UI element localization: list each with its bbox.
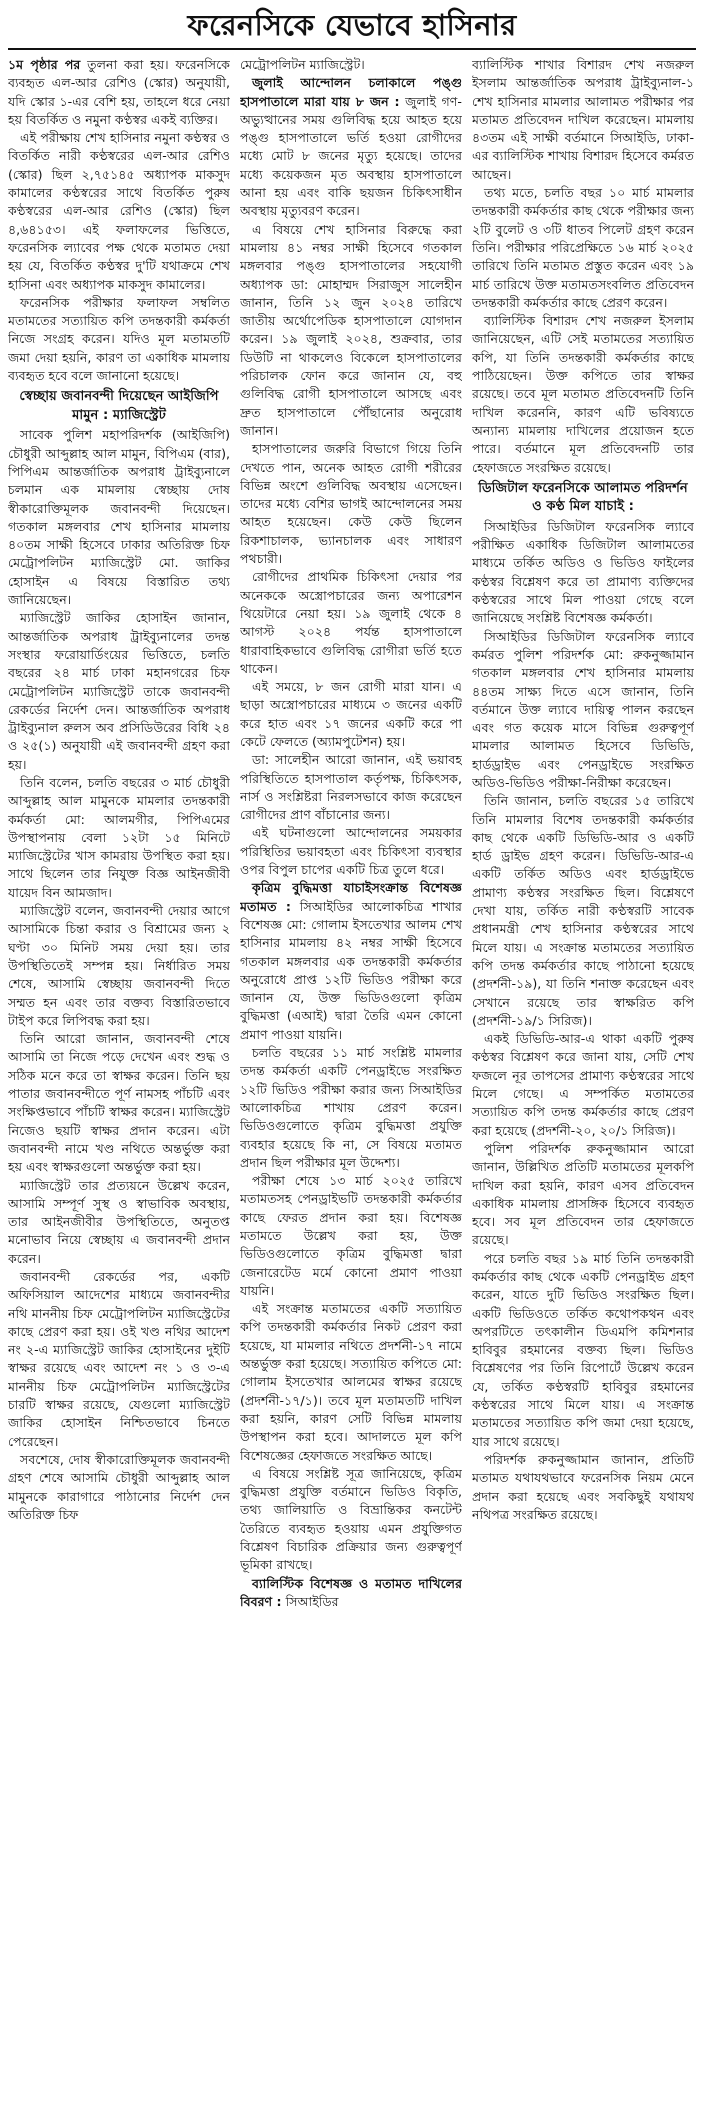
paragraph: পরে চলতি বছর ১৯ মার্চ তিনি তদন্তকারী কর্মকর্তার কাছ থেকে একটি পেনড্রাইভ গ্রহণ করেন, যাতে দুটি ভিডিও সংরক্ষিত ছিল। একটি ভিডিওতে তর্কিত কথোপকথন এবং অপরটিতে তৎকালীন ডিএমপি কমিশনার হাবিবুর রহমানের বক্তব্য ছিল। ভিডিও বিশ্লেষণের পর তিনি রিপোর্টে উল্লেখ করেন যে, তর্কিত কণ্ঠস্বরটি হাবিবুর রহমানের কণ্ঠস্বরের সাথে মিলে যায়। এ সংক্রান্ত মতামতের সত্যায়িত কপি জমা দেয়া হয়েছে, যার সাথে রয়েছে। [472, 1250, 694, 1449]
paragraph: হাসপাতালের জরুরি বিভাগে গিয়ে তিনি দেখতে পান, অনেক আহত রোগী শরীরের বিভিন্ন অংশে গুলিবিদ্ধ অবস্থায় এসেছেন। তাদের মধ্যে বেশির ভাগই আন্দোলনের সময় আহত হয়েছেন। কেউ কেউ ছিলেন রিকশাচালক, ভ্যানচালক এবং সাধারণ পথচারী। [240, 441, 462, 567]
paragraph-text: তুলনা করা হয়। ফরেনসিকে ব্যবহৃত এল-আর রেশিও (স্কোর) অনুযায়ী, যদি স্কোর ১-এর বেশি হয়, তাহলে ধরে নেয়া হয় বিতর্কিত ও নমুনা কণ্ঠস্বর একই ব্যক্তির। [8, 57, 230, 127]
paragraph: সিআইডির ডিজিটাল ফরেনসিক ল্যাবে কর্মরত পুলিশ পরিদর্শক মো: রুকনুজ্জামান গতকাল মঙ্গলবার শেখ হাসিনার মামলায় ৪৪তম সাক্ষ্য দিতে এসে জানান, তিনি বর্তমানে উক্ত ল্যাবে দায়িত্ব পালন করছেন এবং গত কয়েক মাসে বিভিন্ন গুরুত্বপূর্ণ মামলার আলামত হিসেবে ডিভিডি, হার্ডড্রাইভ এবং পেনড্রাইভে সংরক্ষিত অডিও-ভিডিও পরীক্ষা-নিরীক্ষা করেছেন। [472, 628, 694, 790]
paragraph: এ বিষয়ে শেখ হাসিনার বিরুদ্ধে করা মামলায় ৪১ নম্বর সাক্ষী হিসেবে গতকাল মঙ্গলবার পঙ্গু হাসপাতালের সহযোগী অধ্যাপক ডা: মোহাম্মদ সিরাজুস সালেহীন জানান, তিনি ১২ জুন ২০২৪ তারিখে জাতীয় অর্থোপেডিক হাসপাতালে যোগদান করেন। ১৯ জুলাই ২০২৪, শুক্রবার, তার ডিউটি না থাকলেও বিকেলে হাসপাতালের পরিচালক ফোন করে জানান যে, বহু গুলিবিদ্ধ রোগী হাসপাতালে আসছে এবং দ্রুত হাসপাতালে পৌঁছানোর অনুরোধ জানান। [240, 221, 462, 438]
paragraph: রোগীদের প্রাথমিক চিকিৎসা দেয়ার পর অনেককে অস্ত্রোপচারের জন্য অপারেশন থিয়েটারে নেয়া হয়। ১৯ জুলাই থেকে ৪ আগস্ট ২০২৪ পর্যন্ত হাসপাতালে ধারাবাহিকভাবে গুলিবিদ্ধ রোগীরা ভর্তি হতে থাকেন। [240, 569, 462, 676]
paragraph: তিনি আরো জানান, জবানবন্দী শেষে আসামি তা নিজে পড়ে দেখেন এবং শুদ্ধ ও সঠিক মনে করে তা স্বাক্ষর করেন। তিনি ছয় পাতার জবানবন্দীতে পূর্ণ নামসহ পাঁচটি এবং সংক্ষিপ্তভাবে পাঁচটি স্বাক্ষর করেন। ম্যাজিস্ট্রেট নিজেও ছয়টি স্বাক্ষর প্রদান করেন। এটা জবানবন্দী নামে খণ্ড নথিতে অন্তর্ভুক্ত করা হয় এবং স্বাক্ষরগুলো অন্তর্ভুক্ত করা হয়। [8, 1031, 230, 1175]
paragraph: ব্যালিস্টিক শাখার বিশারদ শেখ নজরুল ইসলাম আন্তর্জাতিক অপরাধ ট্রাইব্যুনাল-১ শেখ হাসিনার মামলার আলামত পরীক্ষার পর মতামত প্রতিবেদন দাখিল করেছেন। মামলায় ৪৩তম এই সাক্ষী বর্তমানে সিআইডি, ঢাকা-এর ব্যালিস্টিক শাখায় বিশারদ হিসেবে কর্মরত আছেন। [472, 57, 694, 182]
paragraph: জবানবন্দী রেকর্ডের পর, একটি অফিসিয়াল আদেশের মাধ্যমে জবানবন্দীর নথি মাননীয় চিফ মেট্রোপলিটন ম্যাজিস্ট্রেটের কাছে প্রেরণ করা হয়। ওই খণ্ড নথির আদেশ নং ২-এ ম্যাজিস্ট্রেট জাকির হোসাইনের দুইটি স্বাক্ষর রয়েছে এবং আদেশ নং ১ ও ৩-এ মাননীয় চিফ মেট্রোপলিটন ম্যাজিস্ট্রেটের চারটি স্বাক্ষর রয়েছে, যেগুলো ম্যাজিস্ট্রেট জাকির হোসাইন নিশ্চিতভাবে চিনতে পেরেছেন। [8, 1269, 230, 1449]
paragraph: তিনি বলেন, চলতি বছরের ৩ মার্চ চৌধুরী আব্দুল্লাহ আল মামুনকে মামলার তদন্তকারী কর্মকর্তা মো: আলমগীর, পিপিএমের উপস্থাপনায় বেলা ১২টা ১৫ মিনিটে ম্যাজিস্ট্রেটের খাস কামরায় উপস্থিত করা হয়। সাথে ছিলেন তার নিযুক্ত বিজ্ঞ আইনজীবী যায়েদ বিন আমজাদ। [8, 774, 230, 900]
run-in-heading: জুলাই আন্দোলন চলাকালে পঙ্গু হাসপাতালে মারা যায় ৮ জন : [240, 75, 462, 109]
paragraph: সিআইডির ডিজিটাল ফরেনসিক ল্যাবে পরীক্ষিত একাধিক ডিজিটাল আলামতের মাধ্যমে তর্কিত অডিও ও ভিডিও ফাইলের কণ্ঠস্বর বিশ্লেষণ করে তা প্রামাণ্য ব্যক্তিদের কণ্ঠস্বরের সাথে মিল পাওয়া গেছে বলে জানিয়েছে সংশ্লিষ্ট বিশেষজ্ঞ কর্মকর্তা। [472, 518, 694, 626]
paragraph: ব্যালিস্টিক বিশারদ শেখ নজরুল ইসলাম জানিয়েছেন, এটি সেই মতামতের সত্যায়িত কপি, যা তিনি তদন্তকারী কর্মকর্তার কাছে পাঠিয়েছেন। উক্ত কপিতে তার স্বাক্ষর রয়েছে। তবে মূল মতামত প্রতিবেদনটি তিনি দাখিল করেননি, কারণ এটি ভবিষ্যতে অন্যান্য মামলায় দাখিলের প্রয়োজন হতে পারে। বর্তমানে মূল প্রতিবেদনটি তার হেফাজতে সংরক্ষিত রয়েছে। [472, 313, 694, 475]
paragraph: পরিদর্শক রুকনুজ্জামান জানান, প্রতিটি মতামত যথাযথভাবে ফরেনসিক নিয়ম মেনে প্রদান করা হয়েছে এবং সবকিছুই যথাযথ নথিপত্র সংরক্ষিত রয়েছে। [472, 1451, 694, 1522]
paragraph: সবশেষে, দোষ স্বীকারোক্তিমূলক জবানবন্দী গ্রহণ শেষে আসামি চৌধুরী আব্দুল্লাহ আল মামুনকে কারাগারে পাঠানোর নির্দেশ দেন অতিরিক্ত চিফ [8, 1451, 230, 1522]
article-columns [8, 56, 696, 1611]
paragraph: ম্যাজিস্ট্রেট বলেন, জবানবন্দী দেয়ার আগে আসামিকে চিন্তা করার ও বিশ্রামের জন্য ২ ঘণ্টা ৩০ মিনিট সময় দেয়া হয়। তার উপস্থিতিতেই সম্পন্ন হয়। নির্ধারিত সময় শেষে, আসামি স্বেচ্ছায় জবানবন্দী দিতে সম্মত হন এবং তার বক্তব্য বিস্তারিতভাবে টাইপ করে লিপিবদ্ধ করা হয়। [8, 903, 230, 1028]
paragraph: ডা: সালেহীন আরো জানান, এই ভয়াবহ পরিস্থিতিতে হাসপাতাল কর্তৃপক্ষ, চিকিৎসক, নার্স ও সংশ্লিষ্টরা নিরলসভাবে কাজ করেছেন রোগীদের প্রাণ বাঁচানোর জন্য। [240, 752, 462, 823]
column-2 [240, 56, 462, 1611]
paragraph: একই ডিভিডি-আর-এ থাকা একটি পুরুষ কণ্ঠস্বর বিশ্লেষণ করে জানা যায়, সেটি শেখ ফজলে নূর তাপসের প্রামাণ্য কণ্ঠস্বরের সাথে মিলে গেছে। এ সম্পর্কিত মতামতের সত্যায়িত কপি তদন্ত কর্মকর্তার কাছে প্রেরণ করা হয়েছে (প্রদর্শনী-২০, ২০/১ সিরিজ)। [472, 1031, 694, 1138]
subheading: ডিজিটাল ফরেনসিকে আলামত পরিদর্শন ও কণ্ঠ মিল যাচাই : [478, 480, 688, 515]
paragraph [8, 56, 230, 129]
paragraph: এই সংক্রান্ত মতামতের একটি সত্যায়িত কপি তদন্তকারী কর্মকর্তার নিকট প্রেরণ করা হয়েছে, যা মামলার নথিতে প্রদর্শনী-১৭ নামে অন্তর্ভুক্ত করা হয়েছে। সত্যায়িত কপিতে মো: গোলাম ইসতেখার আলমের স্বাক্ষর রয়েছে (প্রদর্শনী-১৭/১)। তবে মূল মতামতটি দাখিল করা হয়নি, কারণ সেটি বিভিন্ন মামলায় উপস্থাপন করা হবে। আদালতে মূল কপি বিশেষজ্ঞের হেফাজতে সংরক্ষিত আছে। [240, 1301, 462, 1463]
paragraph [240, 879, 462, 1044]
paragraph: চলতি বছরের ১১ মার্চ সংশ্লিষ্ট মামলার তদন্ত কর্মকর্তা একটি পেনড্রাইভে সংরক্ষিত ১২টি ভিডিও পরীক্ষা করার জন্য সিআইডির আলোকচিত্র শাখায় প্রেরণ করেন। ভিডিওগুলোতে কৃত্রিম বুদ্ধিমত্তা প্রযুক্তি ব্যবহার হয়েছে কি না, সে বিষয়ে মতামত প্রদান ছিল পরীক্ষার মূল উদ্দেশ্য। [240, 1045, 462, 1170]
paragraph-text: সিআইডির আলোকচিত্র শাখার বিশেষজ্ঞ মো: গোলাম ইসতেখার আলম শেখ হাসিনার মামলায় ৪২ নম্বর সাক্ষী হিসেবে গতকাল মঙ্গলবার এক তদন্তকারী কর্মকর্তার অনুরোধে প্রাপ্ত ১২টি ভিডিও পরীক্ষা করে জানান যে, উক্ত ভিডিওগুলো কৃত্রিম বুদ্ধিমত্তা (এআই) দ্বারা তৈরি এমন কোনো প্রমাণ পাওয়া যায়নি। [240, 898, 462, 1042]
paragraph: পরীক্ষা শেষে ১৩ মার্চ ২০২৫ তারিখে মতামতসহ পেনড্রাইভটি তদন্তকারী কর্মকর্তার কাছে ফেরত প্রদান করা হয়। বিশেষজ্ঞ মতামতে উল্লেখ করা হয়, উক্ত ভিডিওগুলোতে কৃত্রিম বুদ্ধিমত্তা দ্বারা জেনারেটেড মর্মে কোনো প্রমাণ পাওয়া যায়নি। [240, 1173, 462, 1298]
paragraph: এই ঘটনাগুলো আন্দোলনের সময়কার পরিস্থিতির ভয়াবহতা এবং চিকিৎসা ব্যবস্থার ওপর বিপুল চাপের একটি চিত্র তুলে ধরে। [240, 825, 462, 878]
column-3 [472, 56, 694, 1524]
headline: ফরেনসিকে যেভাবে হাসিনার [187, 8, 517, 42]
paragraph-text: সিআইডির [285, 1593, 339, 1609]
run-in-heading: কৃত্রিম বুদ্ধিমত্তা যাচাইসংক্রান্ত বিশেষজ্ঞ মতামত : [240, 880, 462, 914]
paragraph: এই সময়ে, ৮ জন রোগী মারা যান। এ ছাড়া অস্ত্রোপচারের মাধ্যমে ৩ জনের একটি করে হাত এবং ১৭ জনের একটি করে পা কেটে ফেলতে (অ্যামপুটেশন) হয়। [240, 679, 462, 749]
paragraph: ম্যাজিস্ট্রেট জাকির হোসাইন জানান, আন্তর্জাতিক অপরাধ ট্রাইব্যুনালের তদন্ত সংস্থার ফরোয়ার্ডিংয়ের ভিত্তিতে, চলতি বছরের ২৪ মার্চ ঢাকা মহানগরের চিফ মেট্রোপলিটন ম্যাজিস্ট্রেট তাকে জবানবন্দী রেকর্ডের নির্দেশ দেন। আন্তর্জাতিক অপরাধ ট্রাইব্যুনাল রুলস অব প্রসিডিউরের বিধি ২৪ ও ২৫(১) অনুযায়ী এই জবানবন্দী গ্রহণ করা হয়। [8, 610, 230, 772]
paragraph: তথ্য মতে, চলতি বছর ১০ মার্চ মামলার তদন্তকারী কর্মকর্তার কাছ থেকে পরীক্ষার জন্য ২টি বুলেট ও ৩টি ধাতব পিলেট গ্রহণ করেন তিনি। পরীক্ষার পরিপ্রেক্ষিতে ১৬ মার্চ ২০২৫ তারিখে তিনি মতামত প্রস্তুত করেন এবং ১৯ মার্চ তারিখে উক্ত মতামতসংবলিত প্রতিবেদন তদন্তকারী কর্মকর্তার কাছে প্রেরণ করেন। [472, 185, 694, 310]
headline-rule [8, 48, 696, 50]
subheading: স্বেচ্ছায় জবানবন্দী দিয়েছেন আইজিপি মামুন : ম্যাজিস্ট্রেট [19, 389, 219, 423]
run-in-heading: ব্যালিস্টিক বিশেষজ্ঞ ও মতামত দাখিলের বিবরণ : [240, 1575, 462, 1609]
paragraph: এ বিষয়ে সংশ্লিষ্ট সূত্র জানিয়েছে, কৃত্রিম বুদ্ধিমত্তা প্রযুক্তি বর্তমানে ভিডিও বিকৃতি, তথ্য জালিয়াতি ও বিভ্রান্তিকর কনটেন্ট তৈরিতে ব্যবহৃত হওয়ায় এমন প্রযুক্তিগত বিশ্লেষণ বিচারিক প্রক্রিয়ার জন্য গুরুত্বপূর্ণ ভূমিকা রাখছে। [240, 1465, 462, 1573]
paragraph [240, 1575, 462, 1612]
paragraph: ম্যাজিস্ট্রেট তার প্রত্যয়নে উল্লেখ করেন, আসামি সম্পূর্ণ সুস্থ ও স্বাভাবিক অবস্থায়, তার আইনজীবীর উপস্থিতিতে, অনুতপ্ত মনোভাব নিয়ে স্বেচ্ছায় এ জবানবন্দী প্রদান করেন। [8, 1177, 230, 1266]
paragraph: সাবেক পুলিশ মহাপরিদর্শক (আইজিপি) চৌধুরী আব্দুল্লাহ আল মামুন, বিপিএম (বার), পিপিএম আন্তর্জাতিক অপরাধ ট্রাইব্যুনালে চলমান এক মামলায় স্বেচ্ছায় দোষ স্বীকারোক্তিমূলক জবানবন্দী দিয়েছেন। গতকাল মঙ্গলবার শেখ হাসিনার মামলায় ৪০তম সাক্ষী হিসেবে ঢাকার অতিরিক্ত চিফ মেট্রোপলিটন ম্যাজিস্ট্রেট মো. জাকির হোসাইন এ বিষয়ে বিস্তারিত তথ্য জানিয়েছেন। [8, 427, 230, 608]
paragraph: তিনি জানান, চলতি বছরের ১৫ তারিখে তিনি মামলার বিশেষ তদন্তকারী কর্মকর্তার কাছ থেকে একটি ডিভিডি-আর ও একটি হার্ড ড্রাইভ গ্রহণ করেন। ডিভিডি-আর-এ একটি তর্কিত অডিও এবং হার্ডড্রাইভে প্রামাণ্য কণ্ঠস্বর সংরক্ষিত ছিল। বিশ্লেষণে দেখা যায়, তর্কিত নারী কণ্ঠস্বরটি সাবেক প্রধানমন্ত্রী শেখ হাসিনার কণ্ঠস্বরের সাথে মিলে যায়। এ সংক্রান্ত মতামতের সত্যায়িত কপি তদন্ত কর্মকর্তার কাছে পাঠানো হয়েছে (প্রদর্শনী-১৯), যা তিনি শনাক্ত করেছেন এবং সেখানে রয়েছে তার স্বাক্ষরিত কপি (প্রদর্শনী-১৯/১ সিরিজ)। [472, 793, 694, 1028]
column-1 [8, 56, 230, 1524]
paragraph-text: জুলাই গণ-অভ্যুত্থানের সময় গুলিবিদ্ধ হয়ে আহত হয়ে পঙ্গু হাসপাতালে ভর্তি হওয়া রোগীদের মধ্যে মোট ৮ জনের মৃত্যু হয়েছে। তাদের মধ্যে কয়েকজন মৃত অবস্থায় হাসপাতালে আনা হয় এবং বাকি ছয়জন চিকিৎসাধীন অবস্থায় মৃত্যুবরণ করেন। [240, 93, 462, 219]
paragraph: মেট্রোপলিটন ম্যাজিস্ট্রেট। [240, 57, 365, 72]
paragraph: এই পরীক্ষায় শেখ হাসিনার নমুনা কণ্ঠস্বর ও বিতর্কিত নারী কণ্ঠস্বরের এল-আর রেশিও (স্কোর) ছিল ২,৭৫১৪৫ অধ্যাপক মাকসুদ কামালের কণ্ঠস্বরের সাথে বিতর্কিত পুরুষ কণ্ঠস্বরের এল-আর রেশিও (স্কোর) ছিল ৪,৬৪১৫৩। এই ফলাফলের ভিত্তিতে, ফরেনসিক ল্যাবের পক্ষ থেকে মতামত দেয়া হয় যে, বিতর্কিত কণ্ঠস্বর দু'টি যথাক্রমে শেখ হাসিনা এবং অধ্যাপক মাকসুদ কামালের। [8, 130, 230, 292]
paragraph: পুলিশ পরিদর্শক রুকনুজ্জামান আরো জানান, উল্লিখিত প্রতিটি মতামতের মূলকপি দাখিল করা হয়নি, কারণ এসব প্রতিবেদন একাধিক মামলায় প্রাসঙ্গিক হিসেবে ব্যবহৃত হবে। সব মূল প্রতিবেদন তার হেফাজতে রয়েছে। [472, 1140, 694, 1248]
paragraph: ফরেনসিক পরীক্ষার ফলাফল সম্বলিত মতামতের সত্যায়িত কপি তদন্তকারী কর্মকর্তা নিজে সংগ্রহ করেন। যদিও মূল মতামতটি জমা দেয়া হয়নি, কারণ তা একাধিক মামলায় ব্যবহৃত হবে বলে জানানো হয়েছে। [8, 294, 230, 384]
paragraph [240, 74, 462, 220]
continuation-note: ১ম পৃষ্ঠার পর [8, 57, 81, 72]
